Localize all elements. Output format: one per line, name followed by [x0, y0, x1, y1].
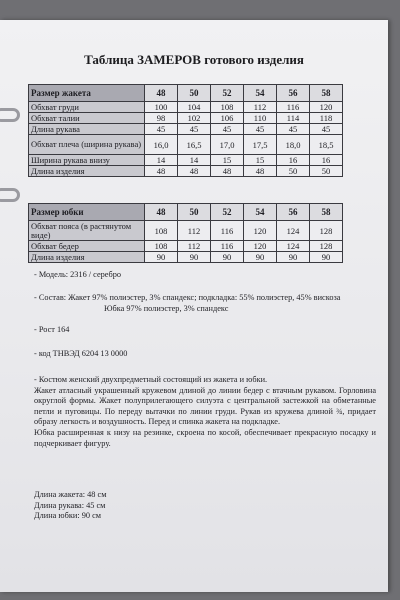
cell: 14 [178, 155, 211, 166]
size-header: 56 [277, 204, 310, 221]
cell: 116 [211, 221, 244, 241]
binder-ring [0, 188, 20, 202]
cell: 17,5 [244, 135, 277, 155]
table-row [29, 102, 343, 113]
table-row [29, 135, 343, 155]
row-label: Длина изделия [29, 252, 145, 263]
cell: 45 [277, 124, 310, 135]
size-header: 52 [211, 204, 244, 221]
table-row [29, 124, 343, 135]
description-paragraph: Юбка расширенная к низу на резинке, скроена по косой, обеспечивает прекрасную посадку и подчеркивает фигуру. [34, 427, 376, 448]
size-header: 54 [244, 85, 277, 102]
row-label: Обхват груди [29, 102, 145, 113]
cell: 48 [178, 166, 211, 177]
row-label: Обхват пояса (в растянутом виде) [29, 221, 145, 241]
cell: 15 [211, 155, 244, 166]
cell: 90 [310, 252, 343, 263]
document-page [0, 20, 388, 592]
cell: 128 [310, 241, 343, 252]
cell: 50 [277, 166, 310, 177]
row-label: Обхват талии [29, 113, 145, 124]
cell: 48 [145, 166, 178, 177]
cell: 100 [145, 102, 178, 113]
tnved-code-line: - код ТНВЭД 6204 13 0000 [34, 349, 128, 358]
cell: 50 [310, 166, 343, 177]
cell: 118 [310, 113, 343, 124]
cell: 45 [244, 124, 277, 135]
size-header: 58 [310, 85, 343, 102]
size-header: 50 [178, 85, 211, 102]
composition-skirt-line: Юбка 97% полиэстер, 3% спандекс [104, 304, 229, 313]
cell: 106 [211, 113, 244, 124]
table-row [29, 241, 343, 252]
cell: 104 [178, 102, 211, 113]
cell: 90 [211, 252, 244, 263]
cell: 90 [145, 252, 178, 263]
height-line: - Рост 164 [34, 325, 70, 334]
cell: 116 [277, 102, 310, 113]
table-row [29, 155, 343, 166]
cell: 120 [310, 102, 343, 113]
cell: 128 [310, 221, 343, 241]
cell: 112 [178, 241, 211, 252]
table-row [29, 113, 343, 124]
cell: 14 [145, 155, 178, 166]
product-description [34, 375, 376, 449]
cell: 16,5 [178, 135, 211, 155]
size-header: 48 [145, 85, 178, 102]
cell: 112 [244, 102, 277, 113]
row-label: Обхват бедер [29, 241, 145, 252]
cell: 16,0 [145, 135, 178, 155]
header-label: Размер жакета [29, 85, 145, 102]
cell: 90 [277, 252, 310, 263]
cell: 48 [244, 166, 277, 177]
cell: 18,5 [310, 135, 343, 155]
cell: 16 [310, 155, 343, 166]
cell: 45 [310, 124, 343, 135]
cell: 108 [211, 102, 244, 113]
jacket-measurements-table [28, 84, 343, 177]
size-header: 54 [244, 204, 277, 221]
row-label: Ширина рукава внизу [29, 155, 145, 166]
size-header: 48 [145, 204, 178, 221]
document-title: Таблица ЗАМЕРОВ готового изделия [84, 52, 304, 67]
table-row [29, 221, 343, 241]
binder-ring [0, 108, 20, 122]
jacket-length: Длина жакета: 48 см [34, 490, 107, 499]
cell: 120 [244, 241, 277, 252]
cell: 45 [145, 124, 178, 135]
lengths-summary [34, 490, 106, 522]
skirt-measurements-table [28, 203, 343, 263]
header-label: Размер юбки [29, 204, 145, 221]
cell: 124 [277, 241, 310, 252]
cell: 112 [178, 221, 211, 241]
cell: 108 [145, 221, 178, 241]
cell: 45 [178, 124, 211, 135]
table-row [29, 252, 343, 263]
cell: 90 [244, 252, 277, 263]
cell: 17,0 [211, 135, 244, 155]
cell: 110 [244, 113, 277, 124]
model-line: - Модель: 2316 / серебро [34, 270, 121, 279]
cell: 16 [277, 155, 310, 166]
sleeve-length: Длина рукава: 45 см [34, 500, 106, 510]
table-row [29, 166, 343, 177]
row-label: Длина рукава [29, 124, 145, 135]
description-paragraph: Жакет атласный украшенный кружевом длиной до линии бедер с втачным рукавом. Горловина округлой формы. Жакет полуприлегающего силуэта с центральной застежкой на обметанные петли и пуговицы. По переду вытачки по линии груди. Рукав из кружева длиной ¾, придает образу легкость и воздушность. Перед и спинка жакета на подкладке. [34, 385, 376, 427]
size-header: 50 [178, 204, 211, 221]
cell: 116 [211, 241, 244, 252]
table-header-row [29, 204, 343, 221]
size-header: 56 [277, 85, 310, 102]
size-header: 58 [310, 204, 343, 221]
cell: 114 [277, 113, 310, 124]
cell: 90 [178, 252, 211, 263]
cell: 124 [277, 221, 310, 241]
size-header: 52 [211, 85, 244, 102]
skirt-length: Длина юбки: 90 см [34, 511, 102, 521]
row-label: Обхват плеча (ширина рукава) [29, 135, 145, 155]
cell: 108 [145, 241, 178, 252]
composition-line: - Состав: Жакет 97% полиэстер, 3% спандекс; подкладка: 55% полиэстер, 45% вискоза [34, 293, 341, 302]
description-paragraph: - Костюм женский двухпредметный состоящий из жакета и юбки. [34, 375, 268, 384]
cell: 48 [211, 166, 244, 177]
row-label: Длина изделия [29, 166, 145, 177]
cell: 98 [145, 113, 178, 124]
cell: 15 [244, 155, 277, 166]
cell: 18,0 [277, 135, 310, 155]
table-header-row [29, 85, 343, 102]
cell: 120 [244, 221, 277, 241]
cell: 102 [178, 113, 211, 124]
cell: 45 [211, 124, 244, 135]
